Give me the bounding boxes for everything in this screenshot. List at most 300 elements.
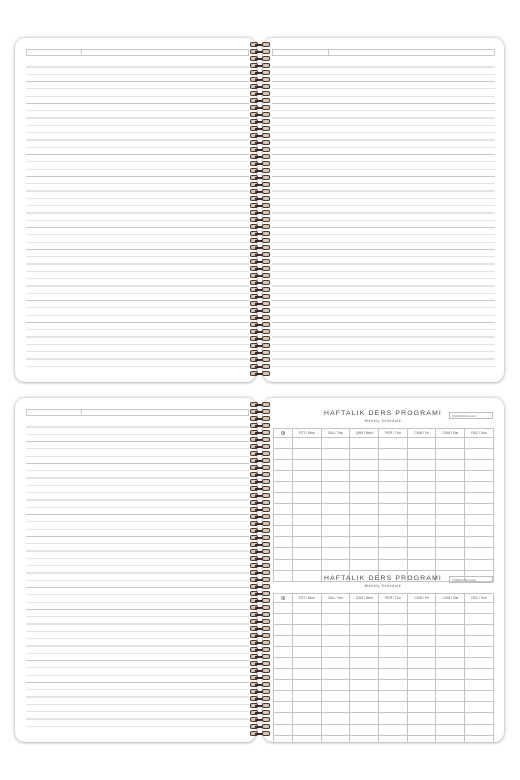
schedule-cell[interactable] — [350, 625, 379, 636]
schedule-cell[interactable] — [321, 438, 350, 449]
schedule-cell[interactable] — [407, 735, 436, 742]
spiral-ring — [249, 308, 271, 314]
schedule-row — [274, 647, 494, 658]
schedule-cell[interactable] — [436, 449, 465, 460]
schedule-cell[interactable] — [293, 548, 322, 559]
spiral-ring — [249, 409, 271, 415]
day-column-header: CUM / Sat — [436, 594, 465, 603]
schedule-cell[interactable] — [293, 449, 322, 460]
schedule-cell[interactable] — [293, 537, 322, 548]
schedule-cell[interactable] — [436, 735, 465, 742]
schedule-cell[interactable] — [350, 515, 379, 526]
schedule-row — [274, 438, 494, 449]
schedule-cell[interactable] — [379, 669, 408, 680]
schedule-cell[interactable] — [350, 526, 379, 537]
spiral-ring — [249, 668, 271, 674]
schedule-cell[interactable] — [350, 691, 379, 702]
spiral-ring — [249, 238, 271, 244]
schedule-cell[interactable] — [350, 669, 379, 680]
spiral-ring — [249, 245, 271, 251]
schedule-cell[interactable] — [321, 691, 350, 702]
schedule-cell[interactable] — [407, 438, 436, 449]
schedule-cell[interactable] — [465, 647, 494, 658]
time-cell[interactable] — [274, 460, 293, 471]
schedule-cell[interactable] — [407, 482, 436, 493]
spiral-ring — [249, 84, 271, 90]
schedule-row — [274, 482, 494, 493]
schedule-cell[interactable] — [321, 636, 350, 647]
spiral-ring — [249, 210, 271, 216]
schedule-cell[interactable] — [465, 449, 494, 460]
schedule-cell[interactable] — [321, 449, 350, 460]
schedule-cell[interactable] — [321, 559, 350, 570]
schedule-cell[interactable] — [436, 504, 465, 515]
schedule-cell[interactable] — [465, 702, 494, 713]
schedule-cell[interactable] — [407, 713, 436, 724]
schedule-row — [274, 504, 494, 515]
spiral-ring — [249, 717, 271, 723]
time-cell[interactable] — [274, 493, 293, 504]
schedule-cell[interactable] — [379, 449, 408, 460]
schedule-cell[interactable] — [436, 493, 465, 504]
spiral-ring — [249, 105, 271, 111]
schedule-cell[interactable] — [379, 636, 408, 647]
spiral-ring — [249, 329, 271, 335]
spiral-ring — [249, 479, 271, 485]
time-cell[interactable] — [274, 724, 293, 735]
schedule-cell[interactable] — [465, 559, 494, 570]
spiral-ring — [249, 402, 271, 408]
spiral-ring — [249, 486, 271, 492]
schedule-cell[interactable] — [379, 471, 408, 482]
schedule-cell[interactable] — [407, 526, 436, 537]
spiral-ring — [249, 175, 271, 181]
day-column-header: CUM / Sat — [436, 429, 465, 438]
spiral-ring — [249, 437, 271, 443]
spiral-ring — [249, 364, 271, 370]
schedule-cell[interactable] — [379, 603, 408, 614]
schedule-cell[interactable] — [407, 625, 436, 636]
schedule-cell[interactable] — [350, 603, 379, 614]
schedule-cell[interactable] — [350, 680, 379, 691]
day-column-header: CUM / Fri — [407, 594, 436, 603]
clock-icon — [281, 596, 285, 600]
schedule-row — [274, 493, 494, 504]
time-cell[interactable] — [274, 515, 293, 526]
schedule-cell[interactable] — [407, 680, 436, 691]
schedule-cell[interactable] — [436, 702, 465, 713]
schedule-cell[interactable] — [350, 449, 379, 460]
schedule-cell[interactable] — [407, 658, 436, 669]
schedule-cell[interactable] — [465, 603, 494, 614]
schedule-row — [274, 658, 494, 669]
schedule-cell[interactable] — [465, 724, 494, 735]
schedule-cell[interactable] — [379, 702, 408, 713]
schedule-row — [274, 735, 494, 742]
time-cell[interactable] — [274, 625, 293, 636]
schedule-cell[interactable] — [379, 438, 408, 449]
spiral-ring — [249, 371, 271, 377]
schedule-cell[interactable] — [436, 548, 465, 559]
spiral-ring — [249, 252, 271, 258]
spiral-ring — [249, 472, 271, 478]
schedule-cell[interactable] — [293, 526, 322, 537]
bottom-right-page — [263, 398, 504, 742]
spiral-ring — [249, 458, 271, 464]
schedule-cell[interactable] — [293, 438, 322, 449]
spiral-binding-top — [249, 42, 271, 378]
schedule-cell[interactable] — [465, 713, 494, 724]
spiral-ring — [249, 640, 271, 646]
schedule-cell[interactable] — [407, 603, 436, 614]
schedule-cell[interactable] — [465, 460, 494, 471]
schedule-cell[interactable] — [465, 548, 494, 559]
spiral-ring — [249, 689, 271, 695]
schedule-cell[interactable] — [436, 438, 465, 449]
spiral-ring — [249, 514, 271, 520]
schedule-cell[interactable] — [407, 691, 436, 702]
schedule-subtitle: Weekly Schedule — [364, 419, 402, 423]
time-cell[interactable] — [274, 548, 293, 559]
day-column-header: PAZ / Sun — [465, 594, 494, 603]
spiral-ring — [249, 49, 271, 55]
schedule-cell[interactable] — [379, 735, 408, 742]
day-column-header: SAL / Tue — [321, 594, 350, 603]
schedule-cell[interactable] — [379, 515, 408, 526]
schedule-cell[interactable] — [379, 482, 408, 493]
spiral-ring — [249, 189, 271, 195]
schedule-cell[interactable] — [436, 515, 465, 526]
schedule-cell[interactable] — [465, 438, 494, 449]
schedule-cell[interactable] — [379, 713, 408, 724]
schedule-cell[interactable] — [465, 493, 494, 504]
schedule-cell[interactable] — [293, 658, 322, 669]
spiral-ring — [249, 542, 271, 548]
schedule-cell[interactable] — [350, 548, 379, 559]
schedule-cell[interactable] — [350, 713, 379, 724]
schedule-cell[interactable] — [350, 537, 379, 548]
schedule-cell[interactable] — [350, 614, 379, 625]
schedule-cell[interactable] — [436, 636, 465, 647]
schedule-cell[interactable] — [436, 482, 465, 493]
schedule-cell[interactable] — [407, 504, 436, 515]
schedule-row — [274, 702, 494, 713]
schedule-cell[interactable] — [407, 647, 436, 658]
schedule-cell[interactable] — [321, 724, 350, 735]
schedule-cell[interactable] — [350, 438, 379, 449]
schedule-cell[interactable] — [465, 482, 494, 493]
clock-icon — [281, 431, 285, 435]
day-column-header: PER / Thu — [379, 429, 408, 438]
spiral-ring — [249, 196, 271, 202]
schedule-cell[interactable] — [321, 713, 350, 724]
spiral-ring — [249, 549, 271, 555]
spiral-ring — [249, 56, 271, 62]
schedule-cell[interactable] — [436, 603, 465, 614]
schedule-cell[interactable] — [379, 526, 408, 537]
spiral-ring — [249, 710, 271, 716]
spiral-ring — [249, 294, 271, 300]
spiral-ring — [249, 619, 271, 625]
schedule-cell[interactable] — [379, 559, 408, 570]
schedule-row — [274, 449, 494, 460]
spiral-ring — [249, 556, 271, 562]
schedule-cell[interactable] — [407, 636, 436, 647]
spiral-ring — [249, 591, 271, 597]
schedule-cell[interactable] — [293, 515, 322, 526]
bottom-left-page — [15, 398, 256, 742]
spiral-ring — [249, 416, 271, 422]
schedule-cell[interactable] — [293, 735, 322, 742]
schedule-cell[interactable] — [293, 713, 322, 724]
time-cell[interactable] — [274, 526, 293, 537]
schedule-cell[interactable] — [293, 471, 322, 482]
schedule-row — [274, 713, 494, 724]
schedule-cell[interactable] — [436, 471, 465, 482]
schedule-row — [274, 471, 494, 482]
schedule-cell[interactable] — [321, 548, 350, 559]
schedule-row — [274, 537, 494, 548]
spiral-ring — [249, 577, 271, 583]
schedule-cell[interactable] — [350, 735, 379, 742]
schedule-cell[interactable] — [350, 493, 379, 504]
time-cell[interactable] — [274, 438, 293, 449]
schedule-cell[interactable] — [293, 482, 322, 493]
schedule-cell[interactable] — [436, 537, 465, 548]
schedule-cell[interactable] — [379, 504, 408, 515]
time-cell[interactable] — [274, 603, 293, 614]
schedule-row — [274, 691, 494, 702]
time-cell[interactable] — [274, 669, 293, 680]
schedule-cell[interactable] — [379, 680, 408, 691]
schedule-cell[interactable] — [293, 559, 322, 570]
schedule-cell[interactable] — [321, 482, 350, 493]
schedule-cell[interactable] — [321, 647, 350, 658]
time-cell[interactable] — [274, 680, 293, 691]
schedule-cell[interactable] — [350, 724, 379, 735]
schedule-cell[interactable] — [436, 658, 465, 669]
schedule-cell[interactable] — [293, 625, 322, 636]
schedule-cell[interactable] — [321, 702, 350, 713]
spiral-ring — [249, 147, 271, 153]
spiral-ring — [249, 570, 271, 576]
schedule-cell[interactable] — [436, 680, 465, 691]
schedule-cell[interactable] — [465, 636, 494, 647]
spiral-ring — [249, 521, 271, 527]
schedule-cell[interactable] — [407, 471, 436, 482]
time-cell[interactable] — [274, 735, 293, 742]
spiral-ring — [249, 322, 271, 328]
schedule-cell[interactable] — [465, 669, 494, 680]
day-column-header: ÇAR / Wed — [350, 429, 379, 438]
schedule-cell[interactable] — [293, 702, 322, 713]
time-cell[interactable] — [274, 647, 293, 658]
schedule-cell[interactable] — [321, 658, 350, 669]
schedule-cell[interactable] — [407, 669, 436, 680]
schedule-cell[interactable] — [436, 691, 465, 702]
schedule-cell[interactable] — [293, 669, 322, 680]
schedule-cell[interactable] — [465, 526, 494, 537]
schedule-cell[interactable] — [436, 669, 465, 680]
spiral-ring — [249, 696, 271, 702]
schedule-cell[interactable] — [465, 537, 494, 548]
spiral-ring — [249, 133, 271, 139]
schedule-table — [273, 593, 494, 742]
schedule-cell[interactable] — [379, 548, 408, 559]
schedule-cell[interactable] — [379, 493, 408, 504]
schedule-cell[interactable] — [350, 658, 379, 669]
schedule-cell[interactable] — [379, 691, 408, 702]
page-header-box — [26, 49, 249, 56]
schedule-cell[interactable] — [350, 559, 379, 570]
schedule-cell[interactable] — [465, 625, 494, 636]
schedule-cell[interactable] — [293, 724, 322, 735]
schedule-cell[interactable] — [407, 449, 436, 460]
schedule-cell[interactable] — [436, 625, 465, 636]
schedule-cell[interactable] — [293, 603, 322, 614]
schedule-cell[interactable] — [465, 471, 494, 482]
spiral-ring — [249, 161, 271, 167]
page-header-box — [26, 409, 249, 416]
schedule-cell[interactable] — [321, 471, 350, 482]
time-cell[interactable] — [274, 559, 293, 570]
spiral-ring — [249, 259, 271, 265]
spiral-ring — [249, 350, 271, 356]
schedule-cell[interactable] — [379, 460, 408, 471]
spiral-ring — [249, 217, 271, 223]
schedule-cell[interactable] — [436, 647, 465, 658]
schedule-cell[interactable] — [321, 735, 350, 742]
schedule-cell[interactable] — [293, 691, 322, 702]
schedule-cell[interactable] — [321, 680, 350, 691]
schedule-cell[interactable] — [321, 460, 350, 471]
schedule-cell[interactable] — [293, 614, 322, 625]
schedule-cell[interactable] — [350, 471, 379, 482]
time-cell[interactable] — [274, 537, 293, 548]
time-column-header — [274, 429, 293, 438]
schedule-cell[interactable] — [436, 614, 465, 625]
day-column-header: PER / Thu — [379, 594, 408, 603]
spiral-ring — [249, 98, 271, 104]
spiral-ring — [249, 168, 271, 174]
schedule-cell[interactable] — [407, 724, 436, 735]
spiral-ring — [249, 63, 271, 69]
schedule-cell[interactable] — [407, 702, 436, 713]
time-cell[interactable] — [274, 482, 293, 493]
schedule-cell[interactable] — [465, 504, 494, 515]
schedule-cell[interactable] — [321, 537, 350, 548]
schedule-cell[interactable] — [436, 713, 465, 724]
day-column-header: ÇAR / Wed — [350, 594, 379, 603]
schedule-cell[interactable] — [350, 702, 379, 713]
spiral-binding-bottom — [249, 402, 271, 738]
schedule-cell[interactable] — [465, 680, 494, 691]
schedule-cell[interactable] — [350, 504, 379, 515]
schedule-cell[interactable] — [321, 493, 350, 504]
schedule-cell[interactable] — [321, 614, 350, 625]
schedule-cell[interactable] — [293, 647, 322, 658]
schedule-cell[interactable] — [350, 460, 379, 471]
schedule-cell[interactable] — [293, 504, 322, 515]
spiral-ring — [249, 119, 271, 125]
schedule-cell[interactable] — [465, 691, 494, 702]
schedule-cell[interactable] — [436, 460, 465, 471]
time-cell[interactable] — [274, 702, 293, 713]
spiral-ring — [249, 77, 271, 83]
time-cell[interactable] — [274, 570, 293, 581]
schedule-cell[interactable] — [321, 526, 350, 537]
schedule-cell[interactable] — [293, 493, 322, 504]
schedule-row — [274, 625, 494, 636]
spiral-ring — [249, 647, 271, 653]
schedule-cell[interactable] — [321, 504, 350, 515]
spiral-ring — [249, 266, 271, 272]
time-cell[interactable] — [274, 471, 293, 482]
schedule-cell[interactable] — [350, 636, 379, 647]
spiral-ring — [249, 224, 271, 230]
time-cell[interactable] — [274, 614, 293, 625]
schedule-cell[interactable] — [407, 515, 436, 526]
schedule-cell[interactable] — [407, 548, 436, 559]
time-cell[interactable] — [274, 658, 293, 669]
schedule-cell[interactable] — [407, 559, 436, 570]
schedule-cell[interactable] — [465, 735, 494, 742]
time-cell[interactable] — [274, 449, 293, 460]
schedule-cell[interactable] — [293, 460, 322, 471]
schedule-cell[interactable] — [379, 647, 408, 658]
schedule-cell[interactable] — [379, 614, 408, 625]
schedule-cell[interactable] — [436, 526, 465, 537]
schedule-cell[interactable] — [293, 636, 322, 647]
schedule-cell[interactable] — [465, 515, 494, 526]
schedule-cell[interactable] — [436, 559, 465, 570]
schedule-cell[interactable] — [407, 460, 436, 471]
spiral-ring — [249, 626, 271, 632]
semester-box: ÖĞRENCİ/Semester — [449, 412, 493, 419]
spiral-ring — [249, 430, 271, 436]
schedule-cell[interactable] — [407, 537, 436, 548]
schedule-cell[interactable] — [321, 625, 350, 636]
schedule-row — [274, 614, 494, 625]
spiral-ring — [249, 70, 271, 76]
time-cell[interactable] — [274, 636, 293, 647]
schedule-cell[interactable] — [465, 614, 494, 625]
day-column-header: PZT / Mon — [293, 594, 322, 603]
schedule-cell[interactable] — [350, 647, 379, 658]
schedule-cell[interactable] — [407, 614, 436, 625]
time-cell[interactable] — [274, 691, 293, 702]
schedule-row — [274, 636, 494, 647]
schedule-cell[interactable] — [321, 669, 350, 680]
schedule-cell[interactable] — [350, 482, 379, 493]
spiral-ring — [249, 91, 271, 97]
spiral-ring — [249, 203, 271, 209]
schedule-cell[interactable] — [321, 603, 350, 614]
time-cell[interactable] — [274, 504, 293, 515]
time-column-header — [274, 594, 293, 603]
schedule-cell[interactable] — [321, 515, 350, 526]
spiral-ring — [249, 500, 271, 506]
schedule-cell[interactable] — [379, 537, 408, 548]
schedule-cell[interactable] — [436, 724, 465, 735]
schedule-cell[interactable] — [379, 658, 408, 669]
schedule-cell[interactable] — [407, 493, 436, 504]
schedule-cell[interactable] — [465, 658, 494, 669]
schedule-cell[interactable] — [379, 625, 408, 636]
schedule-cell[interactable] — [379, 724, 408, 735]
schedule-cell[interactable] — [293, 680, 322, 691]
time-cell[interactable] — [274, 713, 293, 724]
